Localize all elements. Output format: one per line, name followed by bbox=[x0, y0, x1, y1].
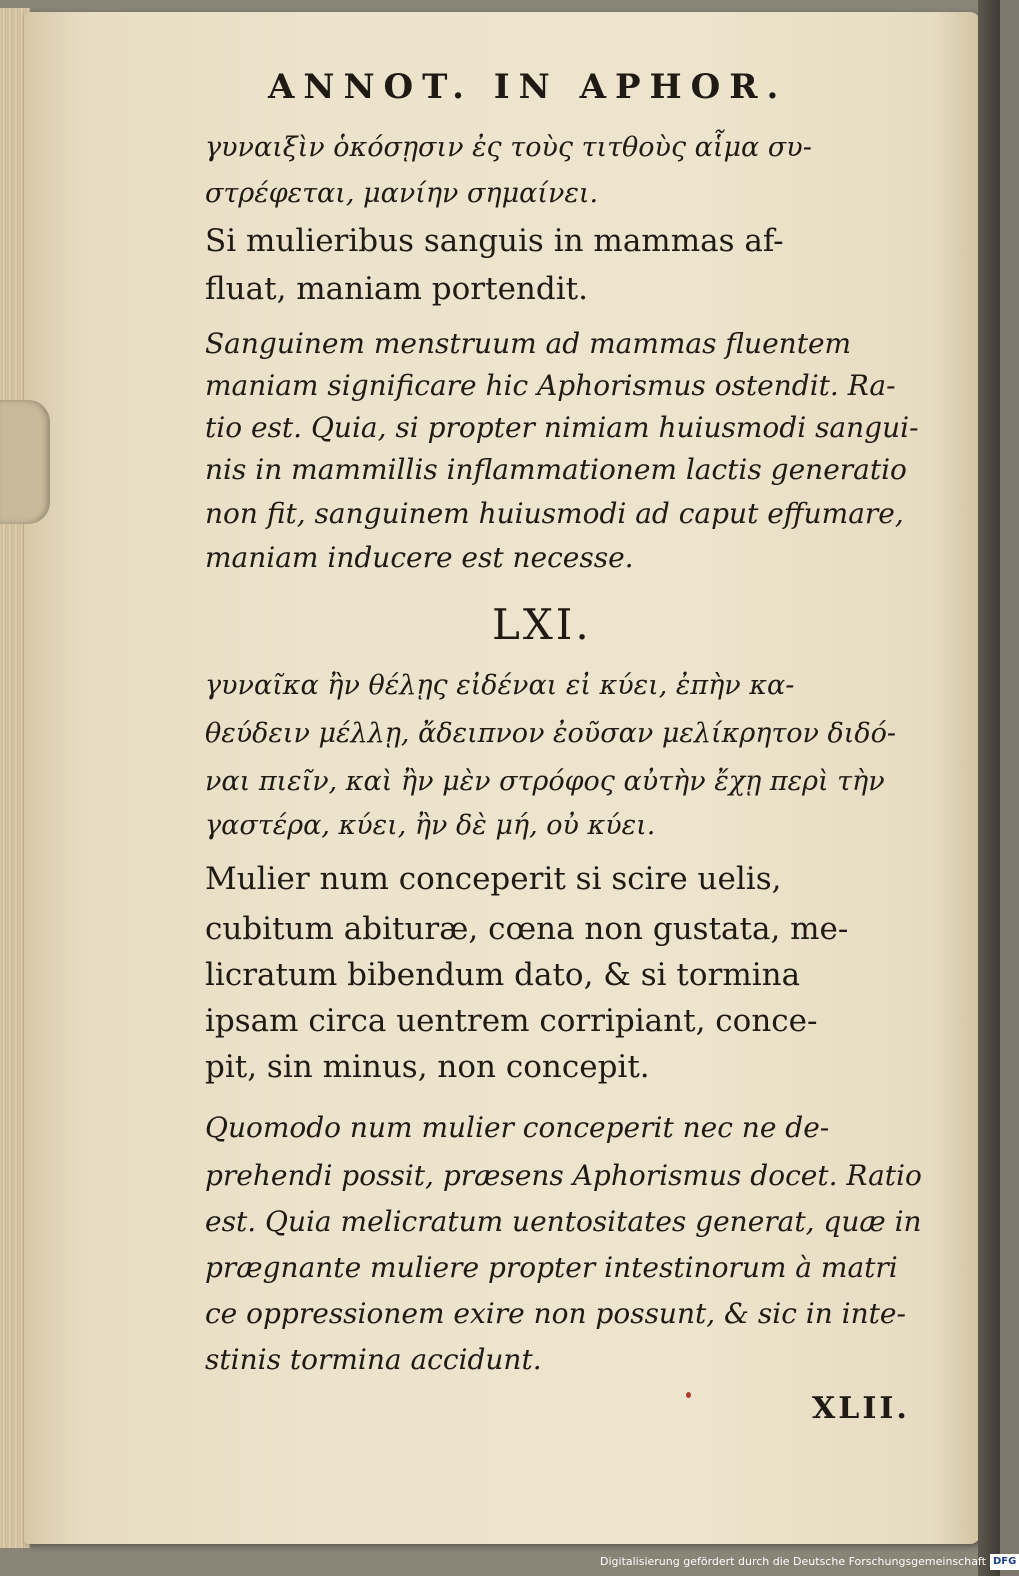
commentary-line: Quomodo num mulier conceperit nec ne de- bbox=[205, 1111, 830, 1144]
red-ink-speck bbox=[686, 1392, 691, 1398]
latin-text-line: cubitum abituræ, cœna non gustata, me- bbox=[205, 911, 849, 947]
credit-text: Digitalisierung gefördert durch die Deutsche Forschungsgemeinschaft bbox=[600, 1555, 986, 1568]
greek-text-line: θεύδειν μέλλῃ, ἄδειπνον ἐοῦσαν μελίκρητον διδό- bbox=[205, 718, 897, 749]
greek-text-line: γυναιξὶν ὁκόσῃσιν ἐς τοὺς τιτθοὺς αἷμα συ- bbox=[205, 132, 812, 163]
latin-text-line: ipsam circa uentrem corripiant, conce- bbox=[205, 1003, 818, 1039]
latin-text-line: licratum bibendum dato, & si tormina bbox=[205, 957, 801, 993]
greek-text-line: στρέφεται, μανίην σημαίνει. bbox=[205, 178, 599, 209]
digitization-credit bbox=[600, 1552, 1017, 1572]
commentary-line: est. Quia melicratum uentositates generat, quæ in bbox=[205, 1205, 922, 1238]
running-head: ANNOT. IN APHOR. bbox=[268, 67, 788, 107]
commentary-line: stinis tormina accidunt. bbox=[205, 1343, 542, 1376]
binding-shadow bbox=[978, 0, 1000, 1576]
commentary-line: maniam significare hic Aphorismus ostendit. Ra- bbox=[205, 369, 896, 402]
commentary-line: Sanguinem menstruum ad mammas fluentem bbox=[205, 327, 852, 360]
commentary-line: tio est. Quia, si propter nimiam huiusmodi sangui- bbox=[205, 411, 919, 444]
commentary-line: ce oppressionem exire non possunt, & sic in inte- bbox=[205, 1297, 906, 1330]
latin-text-line: Mulier num conceperit si scire uelis, bbox=[205, 861, 782, 897]
latin-text-line: fluat, maniam portendit. bbox=[205, 271, 588, 307]
catchword: XLII. bbox=[812, 1391, 910, 1426]
commentary-line: maniam inducere est necesse. bbox=[205, 541, 634, 574]
section-number: LXI. bbox=[492, 600, 592, 649]
commentary-line: prehendi possit, præsens Aphorismus docet. Ratio bbox=[205, 1159, 922, 1192]
page-tab-marker bbox=[0, 400, 50, 524]
greek-text-line: ναι πιεῖν, καὶ ἢν μὲν στρόφος αὐτὴν ἔχῃ περὶ τὴν bbox=[205, 766, 885, 797]
latin-text-line: pit, sin minus, non concepit. bbox=[205, 1049, 650, 1085]
greek-text-line: γαστέρα, κύει, ἢν δὲ μή, οὐ κύει. bbox=[205, 810, 656, 841]
dfg-logo: DFG bbox=[990, 1554, 1019, 1570]
commentary-line: nis in mammillis inflammationem lactis generatio bbox=[205, 453, 907, 486]
commentary-line: non fit, sanguinem huiusmodi ad caput effumare, bbox=[205, 497, 904, 530]
latin-text-line: Si mulieribus sanguis in mammas af- bbox=[205, 223, 784, 259]
greek-text-line: γυναῖκα ἢν θέλῃς εἰδέναι εἰ κύει, ἐπὴν κα- bbox=[205, 670, 795, 701]
commentary-line: prægnante muliere propter intestinorum à matri bbox=[205, 1251, 898, 1284]
